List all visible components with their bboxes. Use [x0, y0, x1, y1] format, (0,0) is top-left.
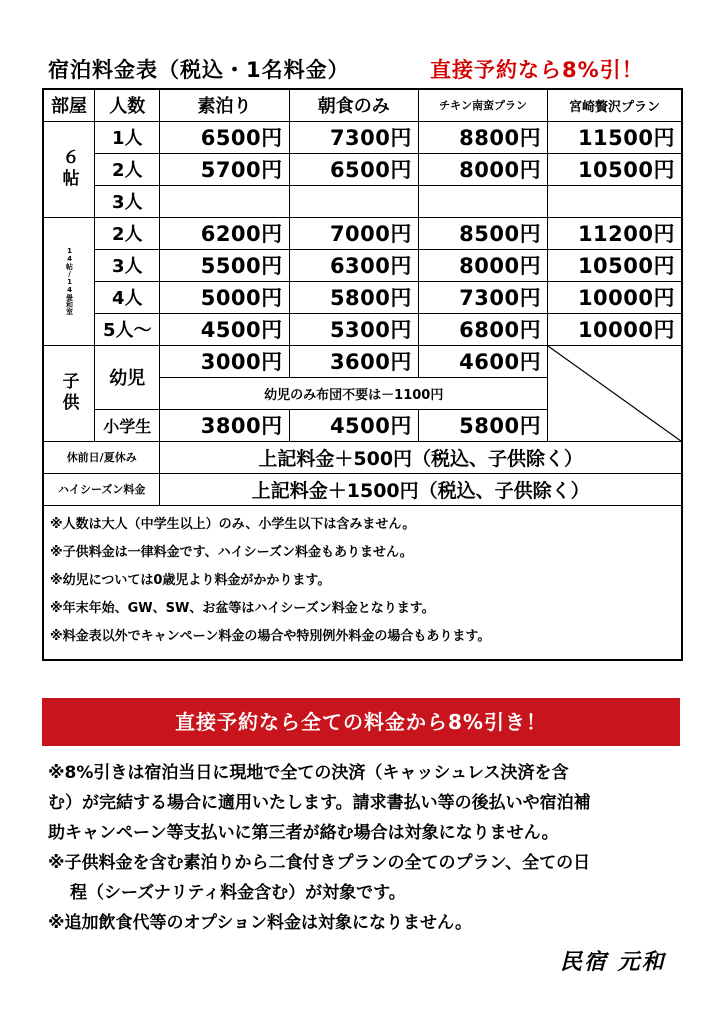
- note-line: ※幼児については0歳児より料金がかかります。: [50, 572, 331, 588]
- people-cell: 3人: [95, 185, 160, 217]
- price-cell: 10500円: [548, 153, 682, 185]
- promo-title: 直接予約なら8%引！: [430, 58, 644, 82]
- header-room-only: 素泊り: [160, 89, 289, 121]
- table-row: [43, 313, 682, 345]
- empty-diagonal-cell: [548, 345, 682, 441]
- table-row: [43, 441, 682, 473]
- note-line: ※料金表以外でキャンペーン料金の場合や特別例外料金の場合もあります。: [50, 628, 491, 644]
- elementary-label: 小学生: [95, 409, 160, 441]
- table-row: [43, 153, 682, 185]
- header-miyazaki-luxury: 宮崎贅沢プラン: [548, 89, 682, 121]
- price-cell: 11500円: [548, 121, 682, 153]
- price-cell: 5500円: [160, 249, 289, 281]
- surcharge-text: 上記料金＋1500円（税込、子供除く）: [160, 473, 682, 505]
- price-cell: 11200円: [548, 217, 682, 249]
- price-cell: 8000円: [418, 153, 547, 185]
- table-row: [43, 249, 682, 281]
- people-cell: 2人: [95, 153, 160, 185]
- price-cell: [160, 185, 289, 217]
- price-cell: 4500円: [160, 313, 289, 345]
- room-14-label: 14帖/14畳和室: [43, 217, 95, 345]
- surcharge-label: 休前日/夏休み: [43, 441, 160, 473]
- header-people: 人数: [95, 89, 160, 121]
- price-cell: 5800円: [418, 409, 547, 441]
- header-breakfast: 朝食のみ: [289, 89, 418, 121]
- price-cell: 8500円: [418, 217, 547, 249]
- price-cell: 7000円: [289, 217, 418, 249]
- price-cell: 4600円: [418, 345, 547, 377]
- price-cell: 10500円: [548, 249, 682, 281]
- price-cell: 3600円: [289, 345, 418, 377]
- price-cell: 6800円: [418, 313, 547, 345]
- page-title: 宿泊料金表（税込・1名料金）: [48, 58, 350, 82]
- notes-cell: [43, 505, 682, 660]
- price-cell: 7300円: [289, 121, 418, 153]
- note-line: ※8%引きは宿泊当日に現地で全ての決済（キャッシュレス決済を含: [48, 763, 569, 783]
- note-line: 程（シーズナリティ料金含む）が対象です。: [70, 883, 406, 903]
- price-cell: 4500円: [289, 409, 418, 441]
- note-line: ※子供料金は一律料金です、ハイシーズン料金もありません。: [50, 544, 413, 560]
- people-cell: 2人: [95, 217, 160, 249]
- note-line: ※追加飲食代等のオプション料金は対象になりません。: [48, 913, 473, 933]
- note-line: 助キャンペーン等支払いに第三者が絡む場合は対象になりません。: [48, 823, 559, 843]
- price-cell: 5000円: [160, 281, 289, 313]
- header-chicken-nanban: チキン南蛮プラン: [418, 89, 547, 121]
- note-line: む）が完結する場合に適用いたします。請求書払い等の後払いや宿泊補: [48, 793, 591, 813]
- infant-label: 幼児: [95, 345, 160, 409]
- table-row: [43, 185, 682, 217]
- note-line: ※年末年始、GW、SW、お盆等はハイシーズン料金となります。: [50, 600, 435, 616]
- table-row: [43, 505, 682, 660]
- people-cell: 4人: [95, 281, 160, 313]
- discount-banner: 直接予約なら全ての料金から8%引き！: [42, 698, 680, 746]
- price-cell: 6300円: [289, 249, 418, 281]
- surcharge-text: 上記料金＋500円（税込、子供除く）: [160, 441, 682, 473]
- room-6-label: ６帖: [43, 121, 95, 217]
- title-row: [48, 52, 688, 88]
- people-cell: 3人: [95, 249, 160, 281]
- signature: 民宿 元和: [560, 949, 666, 975]
- price-cell: [548, 185, 682, 217]
- people-cell: 1人: [95, 121, 160, 153]
- price-cell: [418, 185, 547, 217]
- table-row: [43, 473, 682, 505]
- price-cell: 3800円: [160, 409, 289, 441]
- surcharge-label: ハイシーズン料金: [43, 473, 160, 505]
- table-header-row: [43, 89, 682, 121]
- price-cell: 5300円: [289, 313, 418, 345]
- price-cell: 5800円: [289, 281, 418, 313]
- discount-notes: [48, 758, 678, 938]
- price-cell: 6500円: [160, 121, 289, 153]
- table-row: [43, 217, 682, 249]
- table-row: [43, 345, 682, 377]
- price-cell: 10000円: [548, 281, 682, 313]
- price-cell: 5700円: [160, 153, 289, 185]
- price-cell: 6200円: [160, 217, 289, 249]
- children-label: 子供: [43, 345, 95, 441]
- price-cell: [289, 185, 418, 217]
- people-cell: 5人～: [95, 313, 160, 345]
- infant-note: 幼児のみ布団不要は－1100円: [160, 377, 548, 409]
- price-cell: 6500円: [289, 153, 418, 185]
- header-room: 部屋: [43, 89, 95, 121]
- table-row: [43, 281, 682, 313]
- rate-table: [42, 88, 683, 661]
- price-cell: 3000円: [160, 345, 289, 377]
- price-cell: 8800円: [418, 121, 547, 153]
- price-cell: 7300円: [418, 281, 547, 313]
- note-line: ※子供料金を含む素泊りから二食付きプランの全てのプラン、全ての日: [48, 853, 591, 873]
- table-row: [43, 121, 682, 153]
- price-cell: 10000円: [548, 313, 682, 345]
- price-cell: 8000円: [418, 249, 547, 281]
- note-line: ※人数は大人（中学生以上）のみ、小学生以下は含みません。: [50, 516, 416, 532]
